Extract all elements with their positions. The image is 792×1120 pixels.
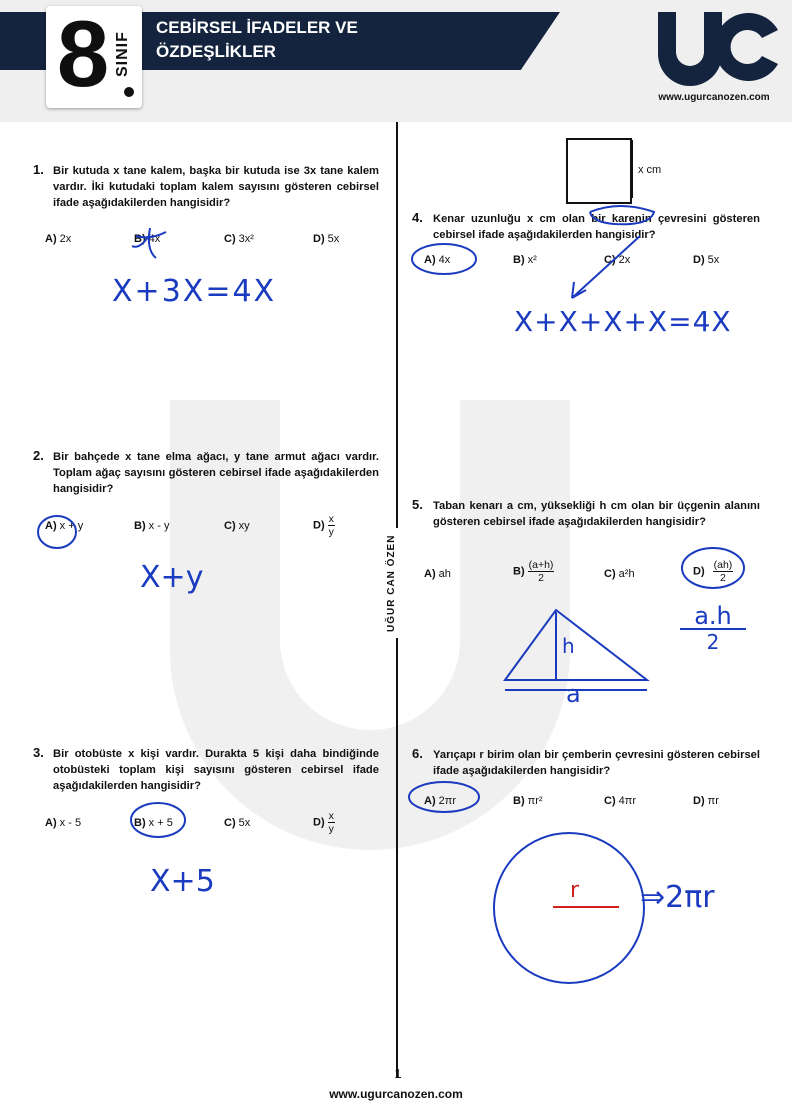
q3-option-d[interactable]: D) $\frac{x}{y}$ [313, 810, 334, 835]
q5-option-b[interactable]: B) $\frac{(a+h)}{2}$ [513, 559, 554, 584]
q4-number: 4. [412, 210, 423, 225]
q6-option-c[interactable]: C) 4πr [604, 795, 637, 807]
q4-figure-label: x cm [638, 164, 662, 176]
q2-answer-circle [38, 516, 76, 548]
author-vertical-label: UĞUR CAN ÖZEN [386, 528, 408, 638]
grade-label: SINIF [114, 31, 131, 77]
q3-option-c[interactable]: C) 5x [224, 817, 251, 829]
q4-answer-circle [412, 244, 476, 274]
q4-arrow [572, 236, 640, 298]
q2-option-d[interactable]: D) $\frac{x}{y}$ [313, 513, 334, 538]
footer-url[interactable]: www.ugurcanozen.com [329, 1087, 463, 1101]
q1-option-c[interactable]: C) 3x² [224, 233, 254, 245]
q6-answer-circle [409, 782, 479, 812]
q6-option-d[interactable]: D) πr [693, 795, 719, 807]
q5-number: 5. [412, 497, 423, 512]
q1-option-b[interactable]: B) 4x [134, 233, 161, 245]
q5-figure-height-label: h [562, 634, 575, 658]
q6-radius-label: r [570, 878, 580, 903]
q4-text: Kenar uzunluğu x cm olan bir karenin çevresini gösteren cebirsel ifade aşağıdakilerden hangisidir? [433, 213, 760, 241]
q6-handwriting: ⇒2πr [640, 880, 715, 915]
q2-text: Bir bahçede x tane elma ağacı, y tane armut ağacı vardır. Toplam ağaç sayısını gösteren cebirsel ifade aşağıdakilerden hangisidir? [53, 451, 379, 495]
q5-option-d[interactable]: D) $\frac{(ah)}{2}$ [693, 559, 733, 584]
q1-option-d[interactable]: D) 5x [313, 233, 340, 245]
q5-answer-circle [682, 548, 744, 588]
q6-option-a[interactable]: A) 2πr [424, 795, 457, 807]
q5-triangle-figure [505, 610, 647, 680]
q6-number: 6. [412, 746, 423, 761]
q1-number: 1. [33, 162, 44, 177]
q4-karenin-circle [590, 206, 654, 224]
q5-option-a[interactable]: A) ah [424, 568, 451, 580]
page-number: 1 [394, 1066, 402, 1081]
q1-answer-check-mark [132, 228, 166, 258]
q3-handwriting: X+5 [150, 864, 215, 899]
q2-option-b[interactable]: B) x - y [134, 520, 170, 532]
q4-option-a[interactable]: A) 4x [424, 254, 451, 266]
q1-handwriting: X+3X=4X [112, 274, 277, 309]
q4-handwriting: X+X+X+X=4X [514, 305, 732, 338]
q3-text: Bir otobüste x kişi vardır. Durakta 5 kişi daha bindiğinde otobüsteki toplam kişi sayısını gösteren cebirsel ifade aşağıdakilerden hangisidir? [53, 748, 379, 792]
q4-option-c[interactable]: C) 2x [604, 254, 631, 266]
title-line-1: CEBİRSEL İFADELER VE [156, 18, 358, 37]
q5-handwriting: a.h 2 [680, 604, 746, 654]
q6-option-b[interactable]: B) πr² [513, 795, 543, 807]
logo-url: www.ugurcanozen.com [658, 92, 770, 103]
title-line-2: ÖZDEŞLİKLER [156, 42, 276, 61]
q4-option-d[interactable]: D) 5x [693, 254, 720, 266]
q2-handwriting: X+y [140, 560, 204, 595]
q2-option-c[interactable]: C) xy [224, 520, 250, 532]
q3-option-b[interactable]: B) x + 5 [134, 817, 173, 829]
q1-text: Bir kutuda x tane kalem, başka bir kutuda ise 3x tane kalem vardır. İki kutudaki toplam kalem sayısını gösteren cebirsel ifade aşağıdakilerden hangisidir? [53, 165, 379, 209]
q6-text: Yarıçapı r birim olan bir çemberin çevresini gösteren cebirsel ifade aşağıdakilerden hangisidir? [433, 749, 760, 777]
grade-number: 8 [56, 1, 110, 106]
q5-option-c[interactable]: C) a²h [604, 568, 635, 580]
q3-option-a[interactable]: A) x - 5 [45, 817, 82, 829]
q1-option-a[interactable]: A) 2x [45, 233, 72, 245]
q5-text: Taban kenarı a cm, yüksekliği h cm olan bir üçgenin alanını gösteren cebirsel ifade aşağıdakilerden hangisidir? [433, 500, 760, 528]
q3-number: 3. [33, 745, 44, 760]
q2-number: 2. [33, 448, 44, 463]
q5-figure-base-label: a [566, 680, 581, 708]
q3-answer-circle [131, 803, 185, 837]
q4-option-b[interactable]: B) x² [513, 254, 537, 266]
q2-option-a[interactable]: A) x + y [45, 520, 84, 532]
